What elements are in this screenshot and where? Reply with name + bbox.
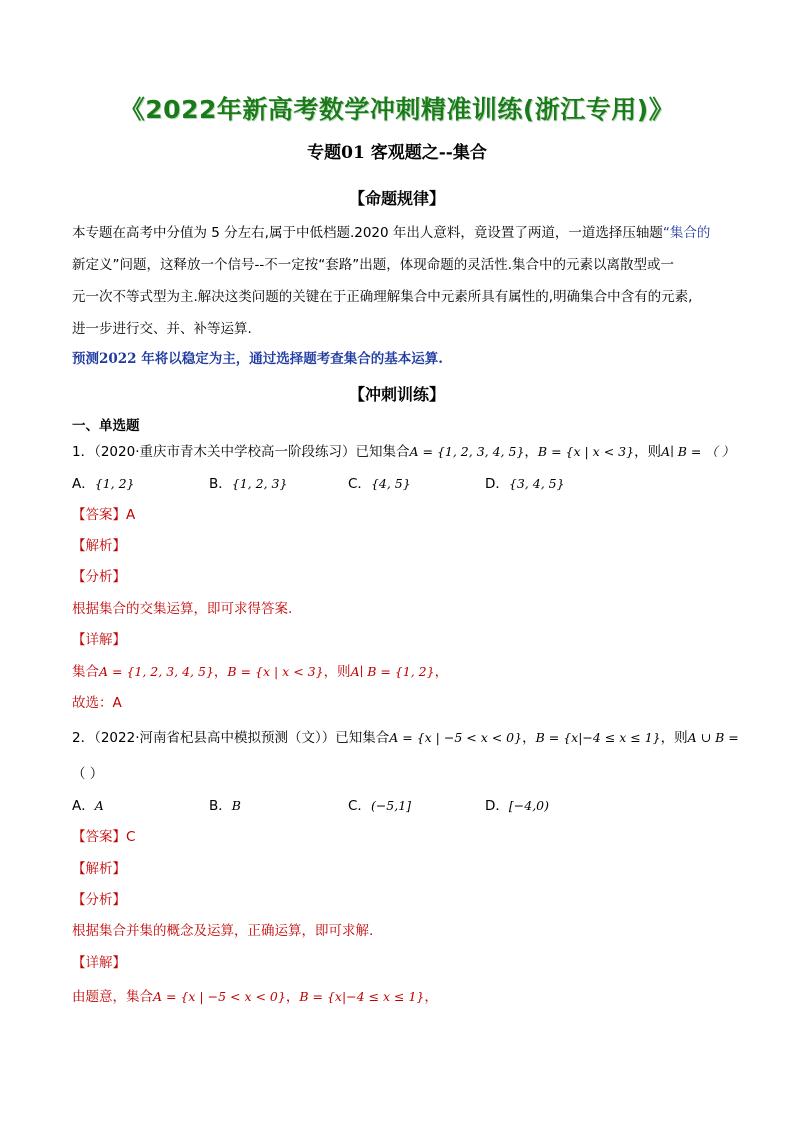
option-a: A．{1, 2} [72,476,135,492]
fenxi-text: 根据集合的交集运算，即可求得答案. [72,601,293,617]
q2-detail-text: 由题意，集合A = {x | −5 < x < 0}，B = {x|−4 ≤ x ≤ 1}， [72,989,438,1005]
section-heading-training: 【冲刺训练】 [348,385,445,404]
q2-answer-label: 【答案】C [72,829,136,845]
topic-subtitle: 专题01 客观题之--集合 [307,143,487,163]
rule-line-3: 元一次不等式型为主.解决这类问题的关键在于正确理解集合中元素所具有属性的,明确集合中含有的元素, [72,289,693,305]
document-title: 《2022年新高考数学冲刺精准训练(浙江专用)》 [119,95,675,124]
q2-option-b: B．B [209,798,241,814]
detail-text: 集合A = {1, 2, 3, 4, 5}，B = {x | x < 3}，则A∣ B = {1, 2}， [72,664,449,680]
q2-fenxi-label: 【分析】 [72,892,126,908]
analysis-label: 【解析】 [72,538,126,554]
q2-detail-label: 【详解】 [72,955,126,971]
set-operation: A∣ B = （ ） [661,444,735,459]
answer-value: A [126,507,136,523]
section-heading-rules: 【命题规律】 [348,189,445,208]
question-2-stem: 2．（2022·河南省杞县高中模拟预测（文））已知集合A = {x | −5 < x < 0}，B = {x|−4 ≤ x ≤ 1}，则A ∪ B = [72,730,739,746]
fenxi-label: 【分析】 [72,569,126,585]
q2-analysis-label: 【解析】 [72,861,126,877]
question-2-paren: （ ） [72,766,104,782]
answer-label: 【答案】A [72,507,136,523]
question-type-heading: 一、单选题 [72,418,140,434]
q2-option-a: A．A [72,798,104,814]
q2-fenxi-text: 根据集合并集的概念及运算，正确运算，即可求解. [72,923,374,939]
rule-line-2: 新定义”问题，这释放一个信号--不一定按“套路”出题，体现命题的灵活性.集合中的元素以离散型或一 [72,257,675,273]
rule-line-4: 进一步进行交、并、补等运算. [72,321,252,337]
prediction-text: 预测2022 年将以稳定为主，通过选择题考查集合的基本运算. [72,351,443,367]
question-1-stem: 1．（2020·重庆市青木关中学校高一阶段练习）已知集合A = {1, 2, 3, 4, 5}，B = {x | x < 3}，则A∣ B = （ ） [72,444,735,460]
q2-option-c: C．(−5,1] [348,798,412,814]
choose-text: 故选：A [72,695,122,711]
detail-label: 【详解】 [72,632,126,648]
q2-answer-value: C [126,829,136,845]
rule-line-1: 本专题在高考中分值为 5 分左右,属于中低档题.2020 年出人意料，竟设置了两道，一道选择压轴题“集合的 [72,225,711,241]
option-d: D．{3, 4, 5} [485,476,565,492]
rule-quote: “集合的 [662,225,711,241]
q2-option-d: D．[−4,0) [485,798,550,814]
set-b: B = {x | x < 3} [537,444,635,459]
option-c: C．{4, 5} [348,476,411,492]
set-a: A = {1, 2, 3, 4, 5} [409,444,525,459]
option-b: B．{1, 2, 3} [209,476,288,492]
